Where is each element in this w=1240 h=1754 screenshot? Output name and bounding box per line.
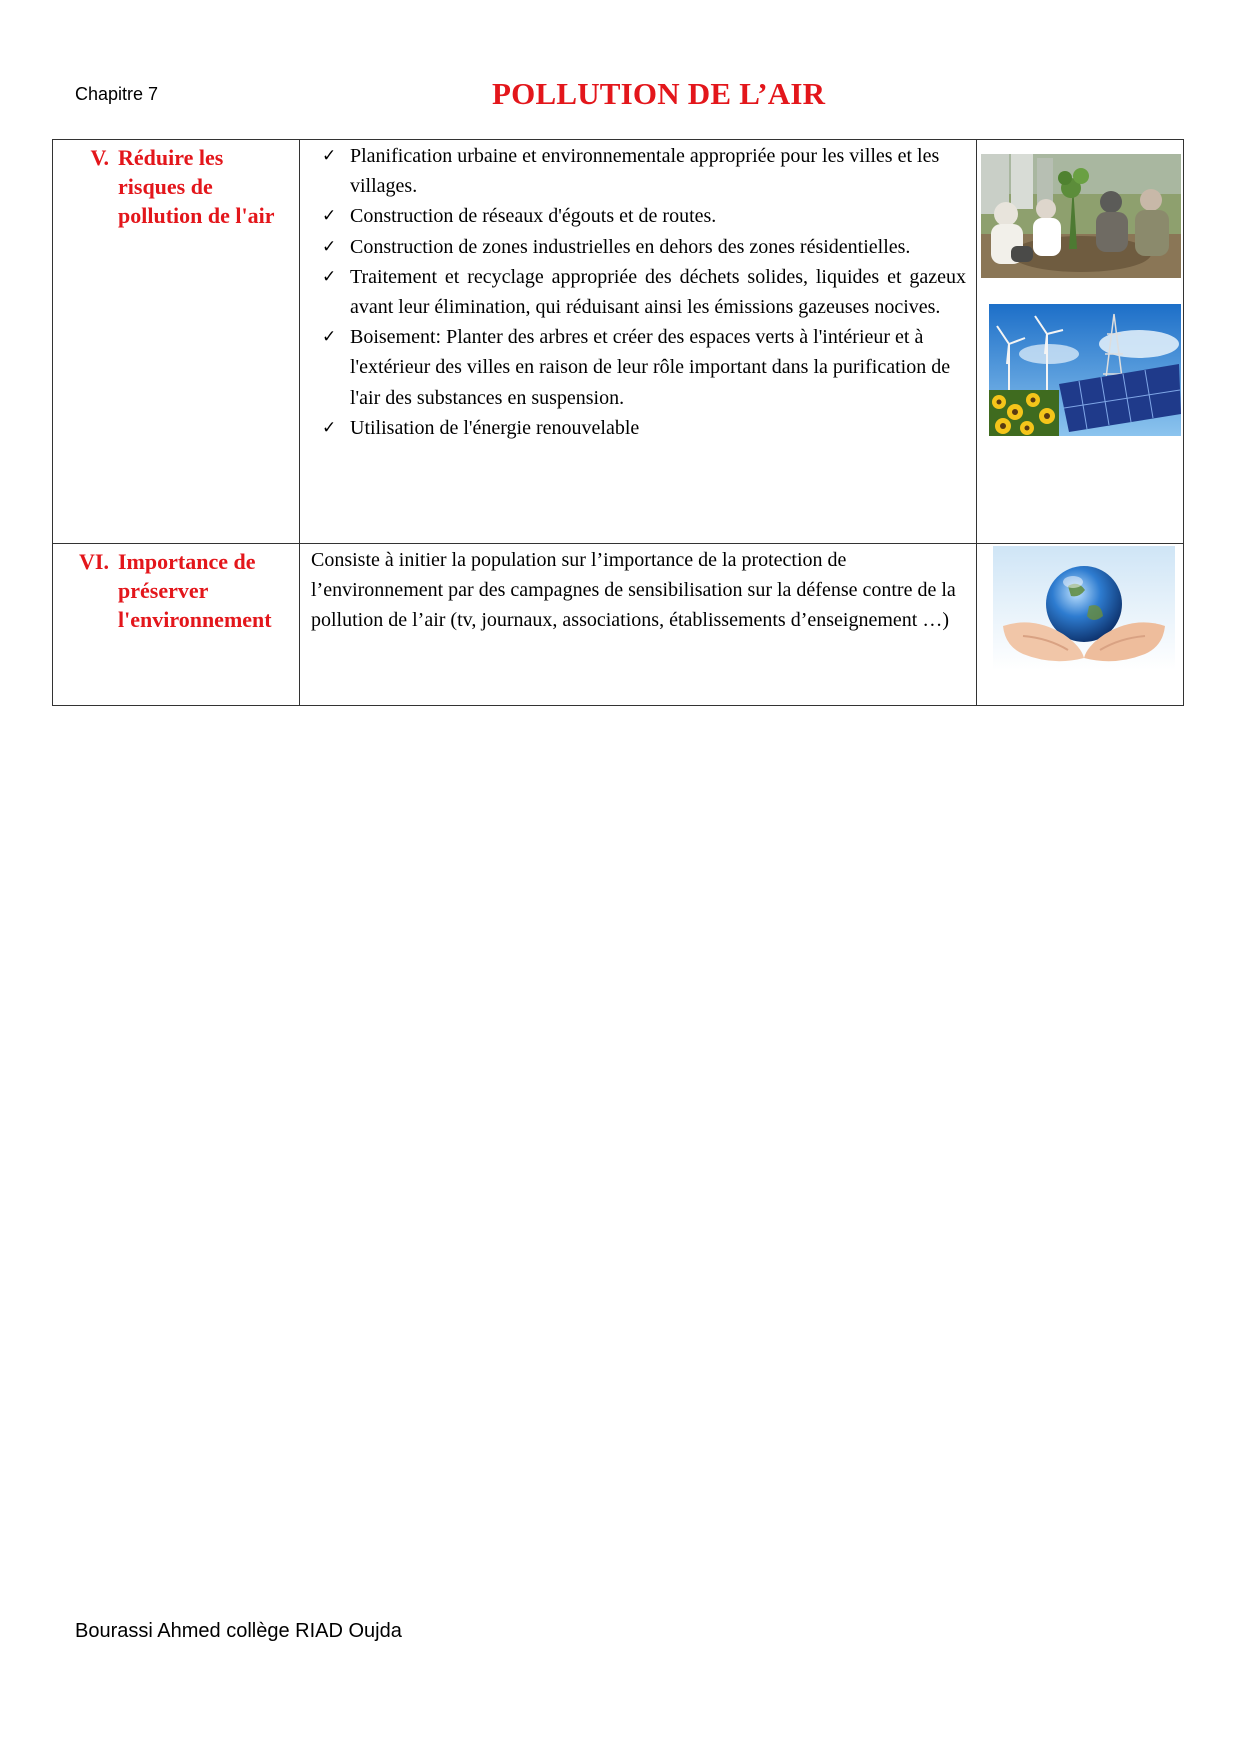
page-title: POLLUTION DE L’AIR [492,76,826,111]
earth-in-hands-photo [993,546,1175,670]
checkmark-icon: ✓ [322,236,337,257]
list-item [312,262,966,322]
images-cell [977,544,1184,706]
content-table [52,139,1184,706]
list-item [312,413,966,443]
description-text: Consiste à initier la population sur l’importance de la protection de l’environnement par des campagnes de sensibilisation sur la défense contre de la pollution de l’air (tv, journaux, associations, établissements d’enseignement …) [311,549,956,632]
section-numeral: V. [90,145,109,170]
checkmark-icon: ✓ [322,146,337,166]
section-heading: Importance de préserver l'environnement [118,549,272,632]
renewable-energy-photo [989,304,1181,436]
section-heading-cell [53,544,300,706]
section-heading-cell [53,140,300,544]
images-cell [977,140,1184,544]
checkmark-icon: ✓ [322,417,337,438]
description-cell [300,544,977,706]
checkmark-icon: ✓ [322,266,337,287]
table-row [53,140,1184,544]
list-item-text: Utilisation de l'énergie renouvelable [350,416,640,439]
measures-cell [300,140,977,544]
section-numeral: VI. [79,549,109,574]
list-item-text: Construction de zones industrielles en dehors des zones résidentielles. [350,235,911,258]
chapter-label: Chapitre 7 [75,84,159,104]
checkmark-icon: ✓ [322,206,337,227]
table-row [53,544,1184,706]
list-item-text: Construction de réseaux d'égouts et de routes. [350,205,717,228]
list-item [312,322,966,413]
checkmark-icon: ✓ [322,327,337,348]
measures-list [300,140,976,443]
list-item [312,141,966,201]
list-item-text: Boisement: Planter des arbres et créer des espaces verts à l'intérieur et à l'extérieur des villes en raison de leur rôle important dans la purification de l'air des substances en suspension. [350,326,951,409]
list-item [312,201,966,231]
list-item [312,232,966,262]
footer-author: Bourassi Ahmed collège RIAD Oujda [75,1620,402,1642]
list-item-text: Traitement et recyclage appropriée des déchets solides, liquides et gazeux avant leur élimination, qui réduisant ainsi les émissions gazeuses nocives. [350,265,966,319]
list-item-text: Planification urbaine et environnementale appropriée pour les villes et les villages. [350,145,940,198]
section-heading: Réduire les risques de pollution de l'air [118,145,275,228]
tree-planting-photo [981,154,1181,278]
